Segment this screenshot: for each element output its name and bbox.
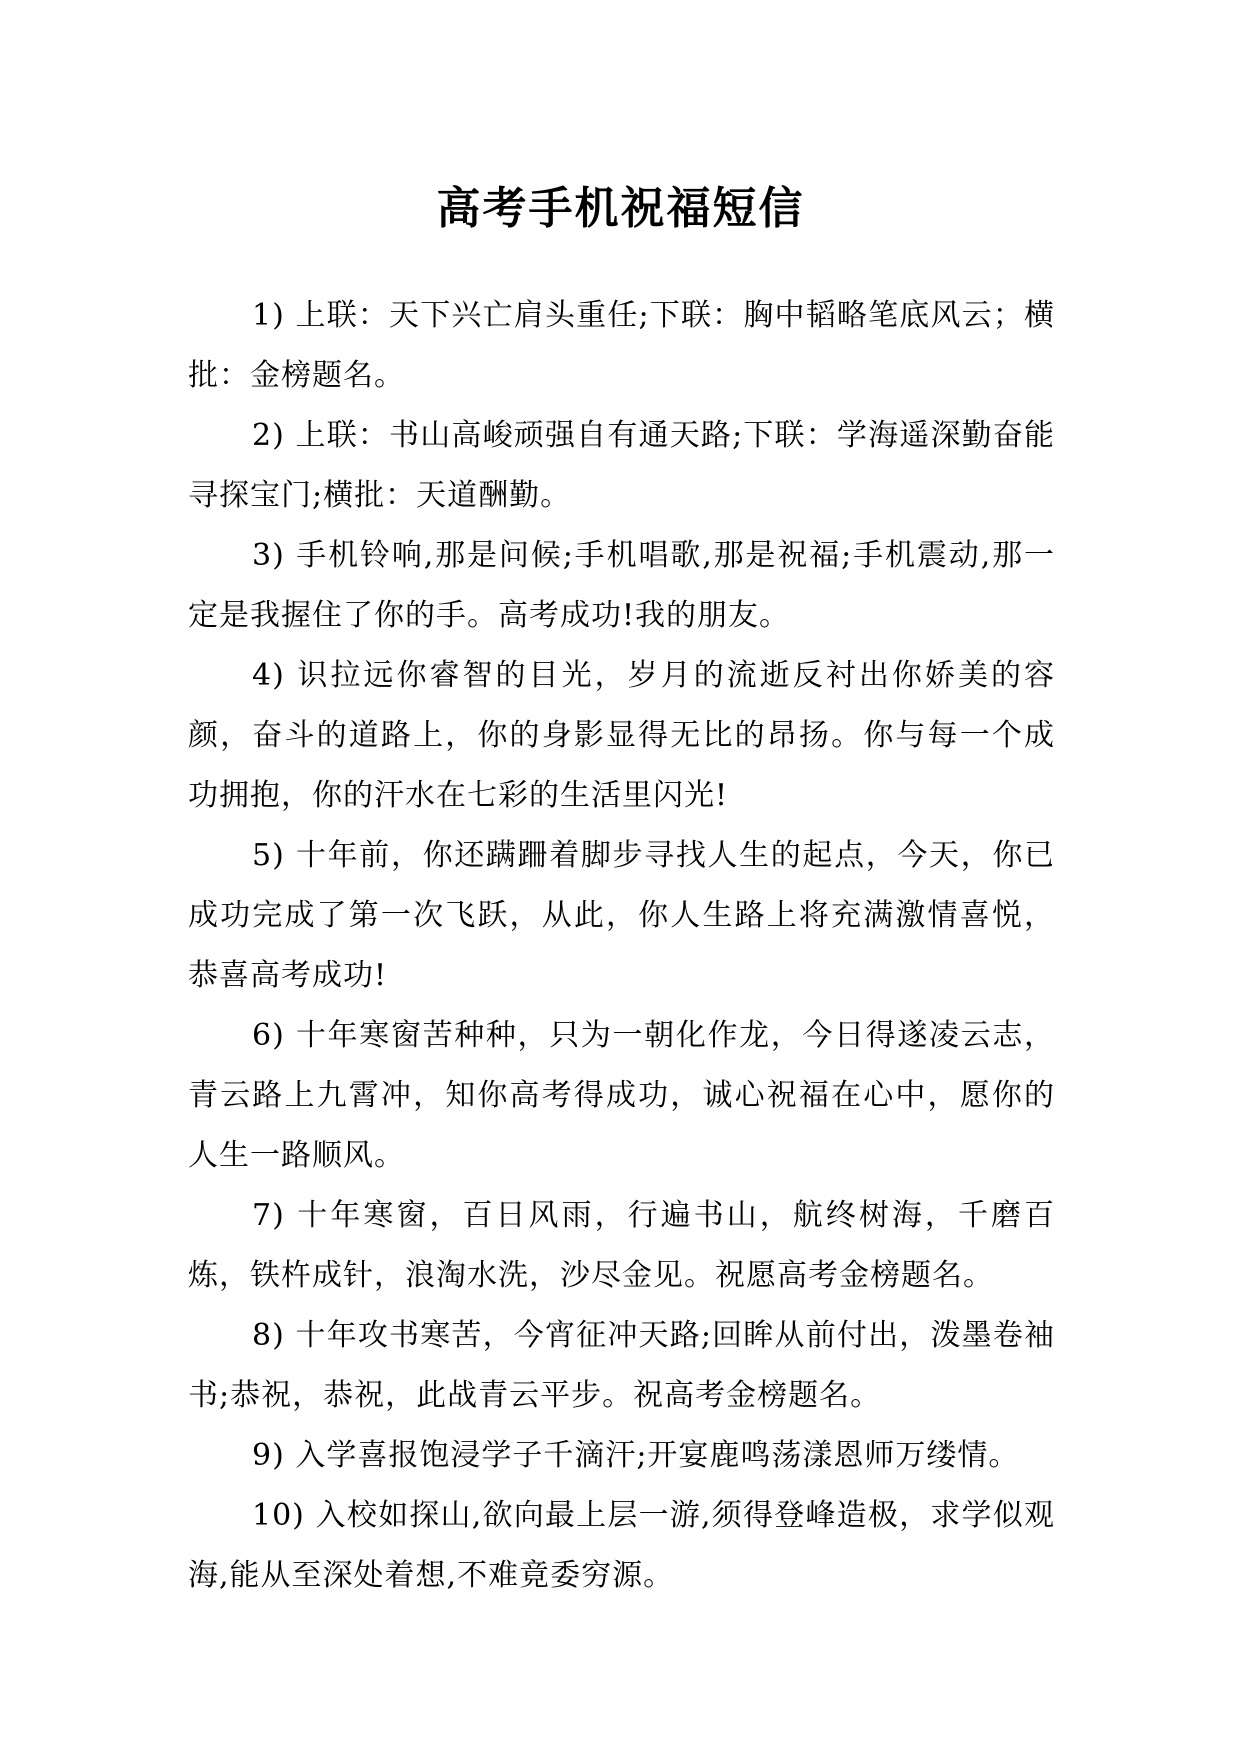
- paragraph-2: 2) 上联：书山高峻顽强自有通天路;下联：学海遥深勤奋能寻探宝门;横批：天道酬勤。: [188, 418, 1055, 513]
- paragraph-4: 4) 识拉远你睿智的目光，岁月的流逝反衬出你娇美的容颜，奋斗的道路上，你的身影显得无比的昂扬。你与每一个成功拥抱，你的汗水在七彩的生活里闪光!: [188, 658, 1055, 813]
- paragraph-8: 8) 十年攻书寒苦，今宵征冲天路;回眸从前付出，泼墨卷袖书;恭祝，恭祝，此战青云平步。祝高考金榜题名。: [188, 1318, 1055, 1413]
- paragraph-7: 7) 十年寒窗，百日风雨，行遍书山，航终树海，千磨百炼，铁杵成针，浪淘水洗，沙尽金见。祝愿高考金榜题名。: [188, 1198, 1055, 1293]
- paragraph-10: 10) 入校如探山,欲向最上层一游,须得登峰造极，求学似观海,能从至深处着想,不难竟委穷源。: [188, 1498, 1055, 1593]
- paragraph-3: 3) 手机铃响,那是问候;手机唱歌,那是祝福;手机震动,那一定是我握住了你的手。高考成功!我的朋友。: [188, 538, 1055, 633]
- paragraph-5: 5) 十年前，你还蹒跚着脚步寻找人生的起点，今天，你已成功完成了第一次飞跃，从此，你人生路上将充满激情喜悦，恭喜高考成功!: [188, 838, 1055, 993]
- document-title: 高考手机祝福短信: [436, 183, 805, 235]
- paragraph-1: 1) 上联：天下兴亡肩头重任;下联：胸中韬略笔底风云；横批：金榜题名。: [188, 298, 1055, 393]
- paragraph-9: 9) 入学喜报饱浸学子千滴汗;开宴鹿鸣荡漾恩师万缕情。: [252, 1438, 1020, 1473]
- document-body: [188, 286, 1055, 1606]
- paragraph-6: 6) 十年寒窗苦种种，只为一朝化作龙，今日得遂凌云志，青云路上九霄冲，知你高考得成功，诚心祝福在心中，愿你的人生一路顺风。: [188, 1018, 1055, 1173]
